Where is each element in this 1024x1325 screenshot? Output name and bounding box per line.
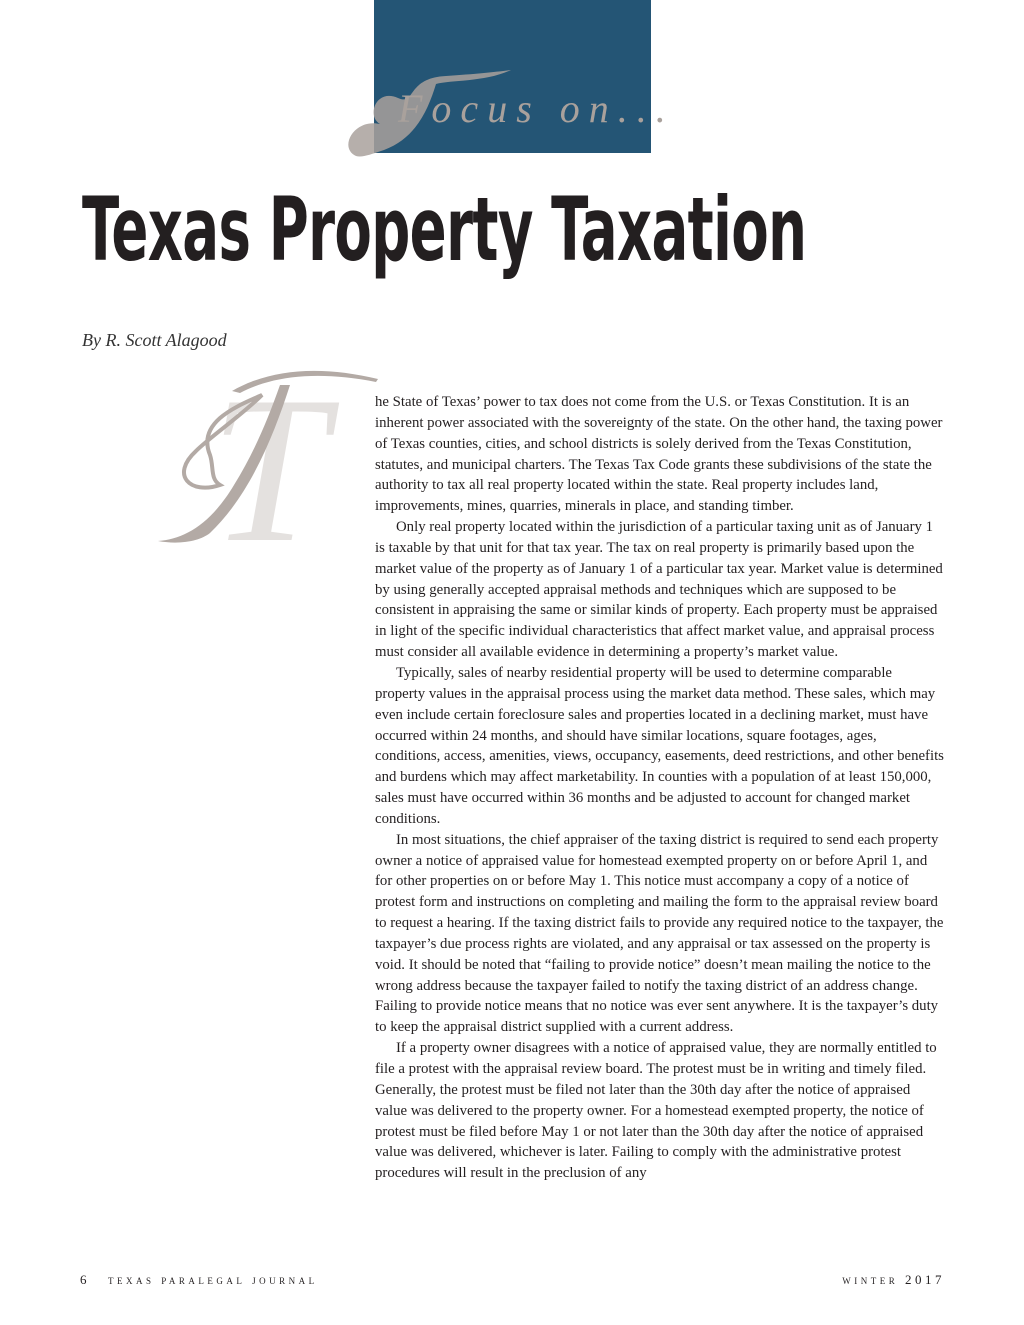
article-title: Texas Property Taxation — [82, 178, 807, 281]
paragraph: In most situations, the chief appraiser of the taxing district is required to send each property owner a notice of appraised value for homestead exempted property on or before April 1, and for other properties on or before May 1. This notice must accompany a copy of a notice of protest form and instructions on completing and mailing the form to the appraisal review board to request a hearing. If the taxing district fails to provide any required notice to the taxpayer, the taxpayer’s due process rights are violated, and any appraisal or tax assessed on the property is void. It should be noted that “failing to provide notice” doesn’t mean mailing the notice to the wrong address because the taxpayer failed to notify the taxing district of an address change. Failing to provide notice means that no notice was ever sent anywhere. It is the taxpayer’s duty to keep the appraisal district supplied with a current address. — [375, 831, 944, 1036]
article-body — [375, 392, 945, 1184]
paragraph: Typically, sales of nearby residential property will be used to determine comparable property values in the appraisal process using the market data method. These sales, which may even include certain foreclosure sales and properties located in a declining market, must have occurred within 24 months, and should have similar locations, square footages, ages, conditions, access, amenities, views, occupancy, easements, deed restrictions, and other benefits and burdens which may affect marketability. In counties with a population of at least 150,000, sales must have occurred within 36 months and be adjusted to account for changed market conditions. — [375, 664, 944, 827]
focus-on-kicker — [336, 58, 696, 168]
issue-date: winter 2017 — [842, 1272, 945, 1287]
byline: By R. Scott Alagood — [82, 330, 227, 350]
drop-cap — [150, 355, 380, 555]
drop-cap-letter: T — [210, 355, 327, 555]
focus-on-label: Focus on... — [398, 86, 675, 131]
journal-name: texas paralegal journal — [108, 1272, 318, 1287]
paragraph: he State of Texas’ power to tax does not come from the U.S. or Texas Constitution. It is an inherent power associated with the sovereignty of the state. On the other hand, the taxing power of Texas counties, cities, and school districts is solely derived from the Texas Constitution, statutes, and municipal charters. The Texas Tax Code grants these subdivisions of the state the authority to tax all real property located within the state. Real property includes land, improvements, mines, quarries, minerals in place, and standing timber. — [375, 394, 943, 515]
paragraph: If a property owner disagrees with a notice of appraised value, they are normally entitled to file a protest with the appraisal review board. The protest must be in writing and timely filed. Generally, the protest must be filed not later than the 30th day after the notice of appraised value was delivered to the property owner. For a homestead exempted property, the notice of protest must be filed before May 1 or not later than the 30th day after the notice of appraised value was delivered, whichever is later. Failing to comply with the administrative protest procedures will result in the preclusion of any — [375, 1040, 937, 1182]
paragraph: Only real property located within the jurisdiction of a particular taxing unit as of January 1 is taxable by that unit for that tax year. The tax on real property is primarily based upon the market value of the property as of January 1 of a particular tax year. Market value is determined by using generally accepted appraisal methods and techniques which are supposed to be consistent in appraising the same or similar kinds of property. Each property must be appraised in light of the specific individual characteristics that affect market value, and appraisal process must consider all available evidence in determining a property’s market value. — [375, 519, 943, 661]
page-number: 6 — [80, 1272, 90, 1287]
